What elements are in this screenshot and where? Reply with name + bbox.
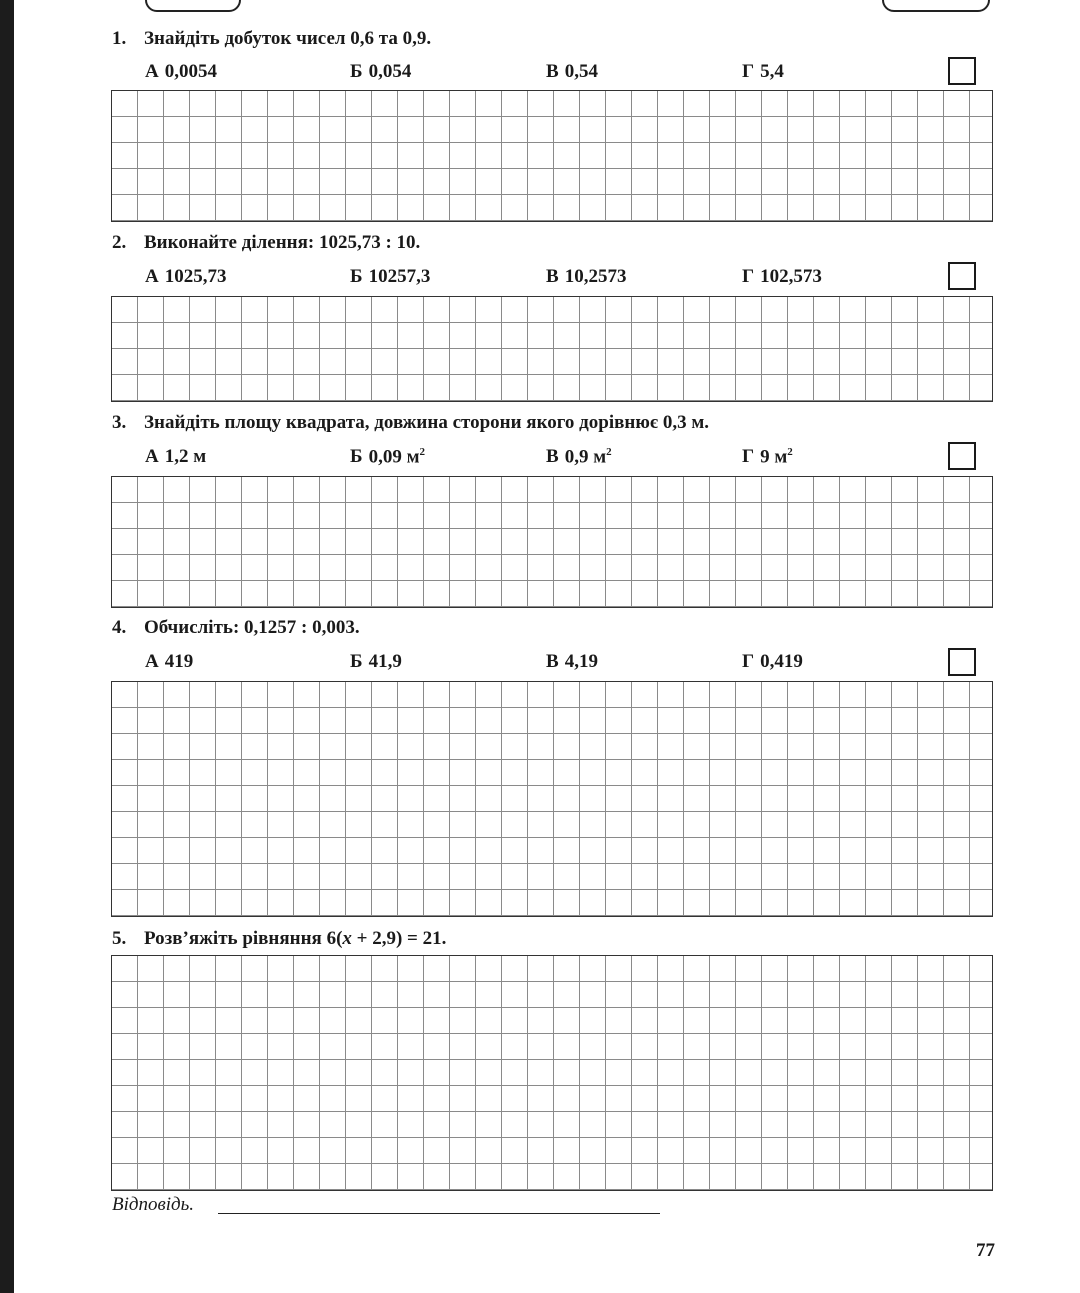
q4-option-b	[350, 651, 402, 673]
q5-work-grid[interactable]	[111, 955, 993, 1191]
q2-option-d	[742, 266, 822, 288]
q3-work-grid[interactable]	[111, 476, 993, 608]
question-1-text	[112, 28, 431, 50]
question-2-text	[112, 232, 420, 254]
q1-option-a	[145, 61, 217, 83]
q1-option-c	[546, 61, 598, 83]
q2-work-grid[interactable]	[111, 296, 993, 402]
option-letter: В	[546, 446, 559, 468]
equation-variable: x	[342, 928, 352, 949]
q4-answer-box[interactable]	[948, 648, 976, 676]
question-number: 4.	[112, 617, 127, 638]
answer-label: Відповідь.	[112, 1194, 195, 1215]
q3-option-a	[145, 446, 206, 468]
question-number: 3.	[112, 412, 127, 433]
superscript: 2	[419, 446, 426, 458]
q4-option-a	[145, 651, 193, 673]
option-letter: Г	[742, 61, 755, 82]
header-decoration-right	[882, 0, 990, 12]
option-value: 9 м	[760, 446, 788, 468]
option-letter: Б	[350, 651, 363, 672]
option-value: 10257,3	[368, 266, 431, 287]
question-4-text	[112, 617, 360, 639]
question-prompt: Виконайте ділення: 1025,73 : 10.	[144, 232, 421, 253]
q1-work-grid[interactable]	[111, 90, 993, 222]
option-letter: Г	[742, 266, 755, 287]
option-value: 0,9 м	[564, 446, 607, 468]
option-value: 419	[164, 651, 194, 672]
option-value: 0,54	[564, 61, 598, 82]
q1-option-b	[350, 61, 411, 83]
q1-answer-box[interactable]	[948, 57, 976, 85]
question-prompt-end: + 2,9) = 21.	[351, 928, 447, 949]
option-letter: Г	[742, 651, 755, 672]
q2-option-a	[145, 266, 226, 288]
question-prompt: Знайдіть добуток чисел 0,6 та 0,9.	[144, 28, 432, 49]
header-decoration-left	[145, 0, 241, 12]
option-letter: В	[546, 651, 559, 672]
q3-answer-box[interactable]	[948, 442, 976, 470]
option-value: 0,054	[368, 61, 412, 82]
option-value: 4,19	[564, 651, 598, 672]
question-prompt: Обчисліть: 0,1257 : 0,003.	[144, 617, 360, 638]
q2-answer-box[interactable]	[948, 262, 976, 290]
question-number: 2.	[112, 232, 127, 253]
q2-option-b	[350, 266, 430, 288]
option-value: 41,9	[368, 651, 402, 672]
option-letter: В	[546, 61, 559, 82]
option-value: 5,4	[760, 61, 784, 82]
page-edge-shadow	[0, 0, 14, 1293]
q4-option-c	[546, 651, 598, 673]
question-prompt: Знайдіть площу квадрата, довжина сторони якого дорівнює 0,3 м.	[144, 412, 710, 433]
question-number: 1.	[112, 28, 127, 49]
option-value: 0,0054	[164, 61, 217, 82]
option-value: 0,419	[760, 651, 803, 672]
q4-option-d	[742, 651, 803, 673]
q3-option-b	[350, 446, 425, 468]
q3-option-d	[742, 446, 793, 468]
q1-option-d	[742, 61, 784, 83]
option-value: 1,2 м	[164, 446, 207, 467]
q2-option-c	[546, 266, 626, 288]
q4-work-grid[interactable]	[111, 681, 993, 917]
option-letter: Б	[350, 446, 363, 468]
option-letter: В	[546, 266, 559, 287]
question-prompt-start: Розв’яжіть рівняння 6(	[144, 928, 343, 949]
option-letter: А	[145, 446, 159, 467]
option-value: 10,2573	[564, 266, 627, 287]
option-letter: А	[145, 651, 159, 672]
option-value: 1025,73	[164, 266, 227, 287]
page-number: 77	[976, 1240, 995, 1261]
option-value: 0,09 м	[368, 446, 420, 468]
option-letter: А	[145, 266, 159, 287]
question-5-text	[112, 928, 446, 950]
option-letter: Б	[350, 61, 363, 82]
question-number: 5.	[112, 928, 127, 949]
option-letter: Б	[350, 266, 363, 287]
option-letter: Г	[742, 446, 755, 468]
q3-option-c	[546, 446, 612, 468]
answer-input-line[interactable]	[218, 1213, 660, 1214]
superscript: 2	[606, 446, 612, 458]
superscript: 2	[787, 446, 793, 458]
option-letter: А	[145, 61, 159, 82]
option-value: 102,573	[760, 266, 822, 287]
question-3-text	[112, 412, 709, 434]
